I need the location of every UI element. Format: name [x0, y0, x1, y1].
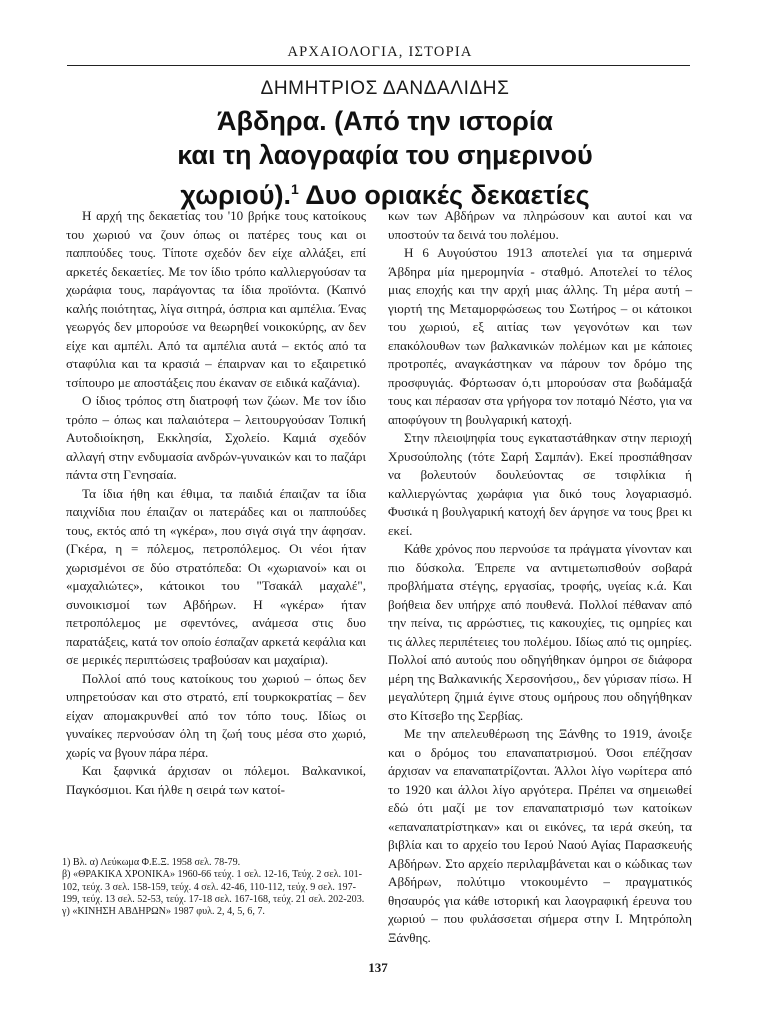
footnote: β) «ΘΡΑΚΙΚΑ ΧΡΟΝΙΚΑ» 1960-66 τεύχ. 1 σελ. 12-16, Τεύχ. 2 σελ. 101-102, τεύχ. 3 σελ. 158-159, τεύχ. 4 σελ. 42-46, 110-112, τεύχ. 9 σελ. 197-199, τεύχ. 13 σελ. 52-53, τεύχ. 17-18 σελ. 167-168, τεύχ. 21 σελ. 202-203. — [62, 869, 365, 905]
title-line-3 — [100, 172, 670, 212]
paragraph: Ο ίδιος τρόπος στη διατροφή των ζώων. Με τον ίδιο τρόπο – όπως και παλαιότερα – λειτουργούσαν Τοπική Αυτοδιοίκηση, Εκκλησία, Σχολείο. Καμιά σχεδόν αλλαγή στην ενδυμασία ανδρών-γυναικών και το παζάρι πάντα στη Γενησαία. — [66, 393, 366, 482]
title-line-3-end: Δυο οριακές δεκαετίες — [298, 180, 590, 210]
title-line-3-start: χωριού). — [180, 180, 292, 210]
right-column — [388, 207, 692, 947]
page-number: 137 — [368, 960, 388, 975]
section-header: ΑΡΧΑΙΟΛΟΓΙΑ, ΙΣΤΟΡΙΑ — [287, 44, 473, 60]
paragraph: Η αρχή της δεκαετίας του '10 βρήκε τους κατοίκους του χωριού να ζουν όπως οι πατέρες τους και οι παππούδες τους. Τίποτε σχεδόν δεν είχε αλλάξει, επί αρκετές δεκαετίες. Με τον ίδιο τρόπο καλλιεργούσαν τα χωράφια τους, παράγοντας τα ίδια προϊόντα. (Καπνό καλής ποιότητας, λίγα σιτηρά, όσπρια και αμπέλια. Ένας γεωργός δεν μπορούσε να θεωρηθεί νοικοκύρης, αν δεν είχε και αμπέλι. Από τα αμπέλια αυτά – εκτός από τα σταφύλια και τα κρασιά – έπαιρναν και το εξαιρετικό τσίπουρο με αποστάξεις που έκαναν σε ειδικά καζάνια). — [66, 208, 366, 390]
footnotes — [62, 857, 366, 918]
footnote: γ) «ΚΙΝΗΣΗ ΑΒΔΗΡΩΝ» 1987 φυλ. 2, 4, 5, 6, 7. — [62, 906, 265, 918]
article-author: ΔΗΜΗΤΡΙΟΣ ΔΑΝΔΑΛΙΔΗΣ — [260, 78, 510, 99]
footnote: 1) Βλ. α) Λεύκωμα Φ.Ε.Ξ. 1958 σελ. 78-79. — [62, 857, 241, 868]
paragraph: Κάθε χρόνος που περνούσε τα πράγματα γίνονταν και πιο δύσκολα. Έπρεπε να αντιμετωπισθούν σοβαρά προβλήματα στέγης, εργασίας, τροφής, υγείας κ.ά. Και βοήθεια δεν υπήρχε από πουθενά. Πολλοί πέθαναν από την πείνα, τις αρρώστιες, τις κακουχίες, τις ομηρίες και τις άλλες περιπέτειες του πολέμου. Ιδίως από τις ομηρίες. Πολλοί από αυτούς που οδηγήθηκαν όμηροι σε διάφορα μέρη της Βαλκανικής Χερσονήσου,, δεν γύρισαν πίσω. Η μεγαλύτερη ζημιά έγινε στους ομήρους που οδηγήθηκαν στο Κίτσεβο της Σερβίας. — [388, 541, 692, 723]
paragraph: Η 6 Αυγούστου 1913 αποτελεί για τα σημερινά Άβδηρα μία ημερομηνία - σταθμό. Αποτελεί το τέλος μιας εποχής και την αρχή μιας άλλης. Τη μέρα αυτή – γιορτή της Μεταμορφώσεως του Σωτήρος – οι κάτοικοι του χωριού, εξ αιτίας των γεγονότων και των επακόλουθων των βαλκανικών πολέμων και με κάποιες προτροπές, αναγκάστηκαν να πάρουν τον δρόμο της προσφυγιάς. Φόρτωσαν ό,τι μπορούσαν στα βωδάμαξά τους και πέρασαν στα γρήγορα τον ποταμό Νέστο, για να αποφύγουν τη βουλγαρική κατοχή. — [388, 245, 692, 427]
title-line-1: Άβδηρα. (Από την ιστορία — [217, 106, 553, 136]
paragraph: Με την απελευθέρωση της Ξάνθης το 1919, άνοιξε και ο δρόμος του επαναπατρισμού. Όσοι επέζησαν άρχισαν να επαναπατρίζονται. Άλλοι λίγο νωρίτερα από το 1920 και άλλοι λίγο αργότερα. Πρέπει να σημειωθεί εδώ ότι μαζί με τον επαναπατρισμό των κατοίκων «επαναπατρίστηκαν» και οι εικόνες, τα ιερά σκεύη, τα βιβλία και το αρχείο του Ιερού Ναού Αγίας Παρασκευής Αβδήρων. Στο αρχείο περιλαμβάνεται και ο κώδικας των Αβδήρων, πολύτιμο ντοκουμέντο – πραγματικός θησαυρός για κάθε ιστορική και λαογραφική έρευνα του χωριού – που φυλάσσεται σήμερα στην Ι. Μητρόπολη Ξάνθης. — [388, 726, 692, 945]
paragraph: Και ξαφνικά άρχισαν οι πόλεμοι. Βαλκανικοί, Παγκόσμιοι. Και ήλθε η σειρά των κατοί- — [66, 763, 366, 797]
left-column — [66, 207, 366, 799]
paragraph-continuation: κων των Αβδήρων να πληρώσουν και αυτοί και να υποστούν τα δεινά του πολέμου. — [388, 208, 692, 242]
footnote-marker: 1 — [291, 181, 299, 197]
title-line-2: και τη λαογραφία του σημερινού — [177, 140, 593, 170]
paragraph: Τα ίδια ήθη και έθιμα, τα παιδιά έπαιζαν τα ίδια παιχνίδια που έπαιζαν οι πατεράδες και οι παππούδες τους, εκτός από τη «γκέρα», που σιγά σιγά την άφησαν. (Γκέρα, η = πόλεμος, πετροπόλεμος. Οι νέοι ήταν χωρισμένοι σε δύο στρατόπεδα: Οι «χωριανοί» και οι «μαχαλιώτες», κάτοικοι του "Τσακάλ μαχαλέ", συνοικισμοί των Αβδήρων. Η «γκέρα» ήταν πετροπόλεμος με σφεντόνες, ανάμεσα στις δυο παρατάξεις, κατά τον οποίο έσπαζαν αρκετά κεφάλια και σε μερικές περιπτώσεις τραβούσαν και μαχαίρια). — [66, 485, 366, 667]
paragraph: Πολλοί από τους κατοίκους του χωριού – όπως δεν υπηρετούσαν και στο στρατό, επί τουρκοκρατίας – δεν είχαν απομακρυνθεί από τον τόπο τους. Ιδίως οι γυναίκες περνούσαν όλη τη ζωή τους μέσα στο χωριό, χωρίς να βγουν πάρα πέρα. — [66, 670, 366, 760]
article-title — [100, 104, 670, 212]
paragraph: Στην πλειοψηφία τους εγκαταστάθηκαν στην περιοχή Χρυσούπολης (τότε Σαρή Σαμπάν). Εκεί προσπάθησαν να βολευτούν δουλεύοντας σε τσιφλίκια ή καλλιεργώντας χωράφια για δικό τους λογαριασμό. Φυσικά η βουλγαρική κατοχή δεν άργησε να τους βρει κι εκεί. — [388, 430, 692, 538]
header-rule — [67, 65, 690, 66]
